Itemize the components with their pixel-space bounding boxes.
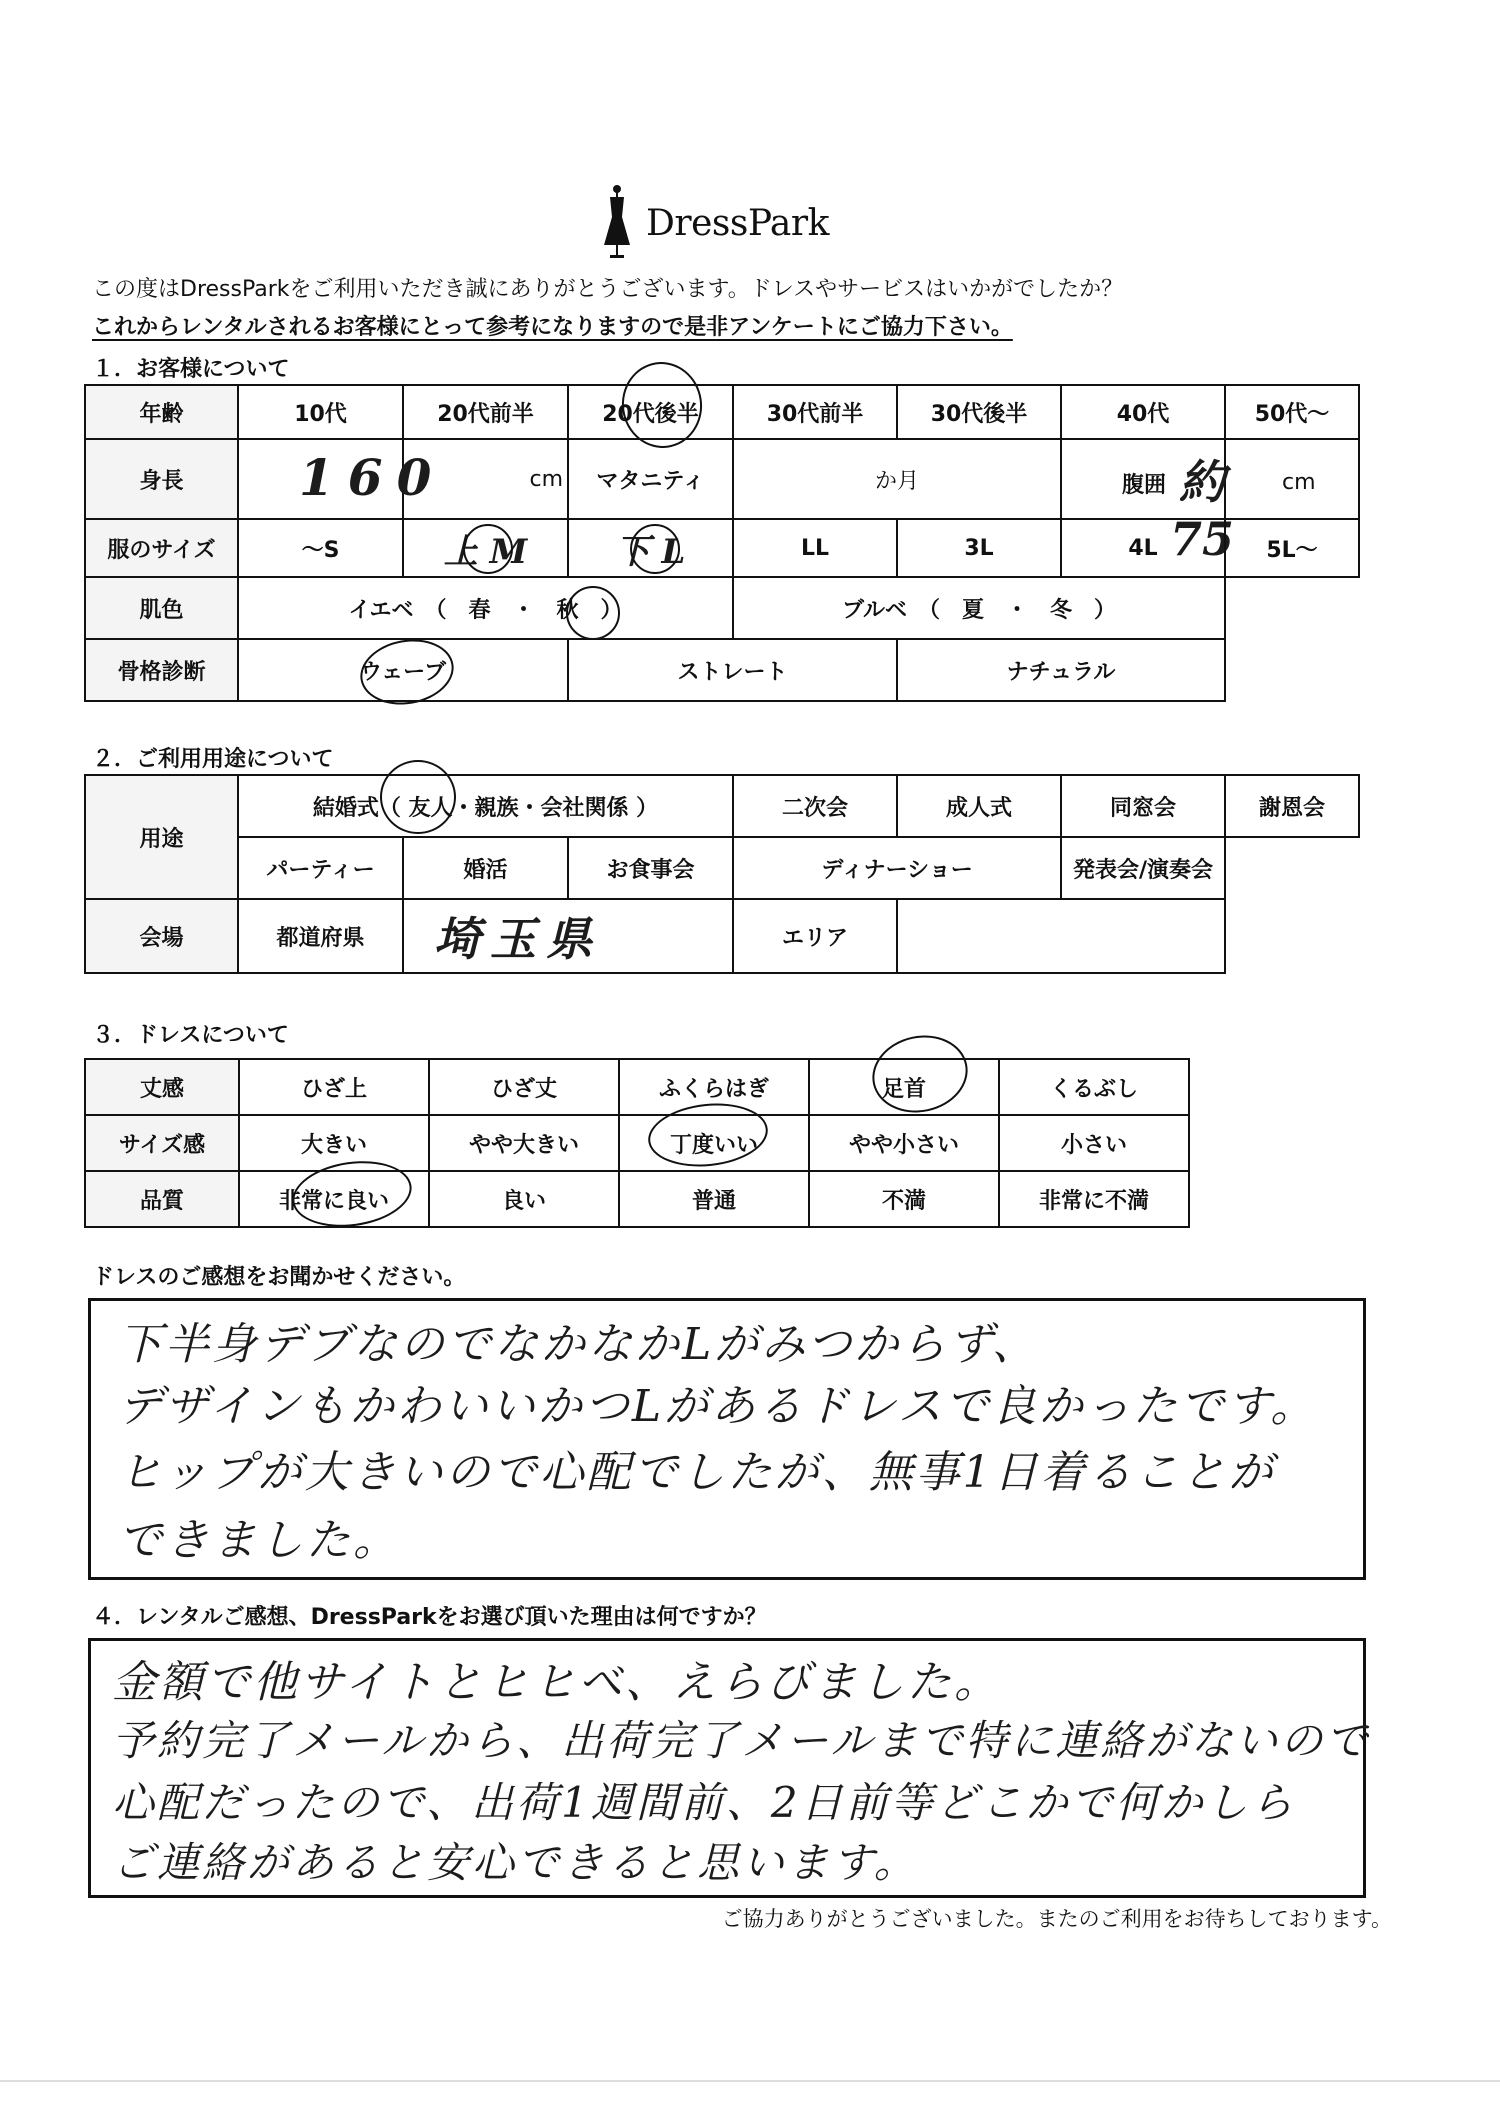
- intro-line-1: この度はDressParkをご利用いただき誠にありがとうございます。ドレスやサービスはいかがでしたか？: [92, 277, 1124, 302]
- purpose-table-tail: [1224, 774, 1360, 838]
- dress-option[interactable]: 非常に良い: [239, 1171, 429, 1227]
- purpose-option[interactable]: お食事会: [568, 837, 733, 899]
- frame-label: 骨格診断: [85, 639, 238, 701]
- dress-option[interactable]: 丁度いい: [619, 1115, 809, 1171]
- size-bottom[interactable]: 下 L: [568, 519, 733, 577]
- age-option[interactable]: 30代後半: [897, 385, 1061, 439]
- reason-line: 予約完了メールから、出荷完了メールまで特に連絡がないので: [112, 1716, 1371, 1765]
- skin-label: 肌色: [85, 577, 238, 639]
- height-unit: cm: [403, 439, 568, 519]
- size-option[interactable]: 4L: [1061, 519, 1225, 577]
- waist-value: 約75: [1170, 455, 1235, 566]
- frame-option[interactable]: ナチュラル: [897, 639, 1225, 701]
- section-3-title: ３．ドレスについて: [92, 1023, 289, 1048]
- dress-row-label: 丈感: [85, 1059, 239, 1115]
- age-option[interactable]: 20代後半: [568, 385, 733, 439]
- comment-line: できました。: [118, 1515, 400, 1566]
- pref-label: 都道府県: [238, 899, 403, 973]
- dress-option[interactable]: 良い: [429, 1171, 619, 1227]
- dress-option[interactable]: くるぶし: [999, 1059, 1189, 1115]
- comment-line: デザインもかわいいかつLがあるドレスで良かったです。: [118, 1381, 1318, 1432]
- customer-table-tail: [1224, 384, 1360, 578]
- waist-tail: [1225, 439, 1359, 519]
- dress-option[interactable]: ふくらはぎ: [619, 1059, 809, 1115]
- height-value: 160: [299, 448, 446, 507]
- purpose-option[interactable]: 二次会: [733, 775, 897, 837]
- purpose-option[interactable]: 婚活: [403, 837, 568, 899]
- dress-icon: [600, 183, 634, 263]
- waist-unit: cm: [1282, 470, 1316, 495]
- purpose-option[interactable]: ディナーショー: [733, 837, 1061, 899]
- dress-row-label: サイズ感: [85, 1115, 239, 1171]
- dress-comment-title: ドレスのご感想をお聞かせください。: [92, 1265, 466, 1290]
- dress-option[interactable]: 不満: [809, 1171, 999, 1227]
- reason-line: 心配だったので、出荷1週間前、2日前等どこかで何かしら: [112, 1778, 1296, 1827]
- dress-option[interactable]: 非常に不満: [999, 1171, 1189, 1227]
- age-label: 年齢: [85, 385, 238, 439]
- age-option[interactable]: 50代〜: [1225, 385, 1359, 439]
- height-cell[interactable]: [238, 439, 446, 519]
- size-option[interactable]: 3L: [897, 519, 1061, 577]
- section-2-title: ２．ご利用用途について: [92, 747, 334, 772]
- purpose-option[interactable]: 成人式: [897, 775, 1061, 837]
- skin-blue[interactable]: ブルベ （ 夏 ・ 冬 ）: [733, 577, 1225, 639]
- frame-option[interactable]: ストレート: [568, 639, 897, 701]
- maternity-label: マタニティ: [568, 439, 733, 519]
- age-option[interactable]: 20代前半: [403, 385, 568, 439]
- thanks-message: ご協力ありがとうございました。またのご利用をお待ちしております。: [721, 1907, 1392, 1931]
- pref-value[interactable]: 埼玉県: [403, 899, 733, 973]
- area-label: エリア: [733, 899, 897, 973]
- frame-option[interactable]: ウェーブ: [238, 639, 568, 701]
- size-top[interactable]: 上 M: [403, 519, 568, 577]
- section-1-title: １．お客様について: [92, 357, 290, 382]
- age-option[interactable]: 10代: [238, 385, 403, 439]
- purpose-option[interactable]: パーティー: [238, 837, 403, 899]
- reason-line: 金額で他サイトとヒヒベ、えらびました。: [112, 1657, 1002, 1708]
- dress-option[interactable]: やや大きい: [429, 1115, 619, 1171]
- brand-name: DressPark: [646, 202, 829, 244]
- comment-line: ヒップが大きいので心配でしたが、無事1日着ることが: [118, 1447, 1276, 1498]
- size-option[interactable]: LL: [733, 519, 897, 577]
- reason-line: ご連絡があると安心できると思います。: [112, 1838, 919, 1887]
- dress-option[interactable]: やや小さい: [809, 1115, 999, 1171]
- intro-line-2: これからレンタルされるお客様にとって参考になりますので是非アンケートにご協力下さい。: [92, 315, 1013, 340]
- waist-label: 腹囲: [1122, 473, 1167, 498]
- dress-option[interactable]: 小さい: [999, 1115, 1189, 1171]
- purpose-option[interactable]: 結婚式（ 友人・親族・会社関係 ）: [238, 775, 733, 837]
- dress-option[interactable]: 足首: [809, 1059, 999, 1115]
- dress-option[interactable]: 普通: [619, 1171, 809, 1227]
- footer-divider: [0, 2080, 1500, 2082]
- size-label: 服のサイズ: [85, 519, 238, 577]
- size-option[interactable]: 5L〜: [1225, 519, 1359, 577]
- purpose-option[interactable]: 発表会/演奏会: [1061, 837, 1225, 899]
- dress-table: [84, 1058, 1190, 1228]
- section-4-title: ４．レンタルご感想、DressParkをお選び頂いた理由は何ですか？: [92, 1605, 767, 1630]
- height-label: 身長: [85, 439, 238, 519]
- circle-mark: [566, 586, 620, 640]
- size-option[interactable]: 〜S: [238, 519, 403, 577]
- circle-mark: [380, 760, 456, 834]
- venue-label: 会場: [85, 899, 238, 973]
- purpose-label: 用途: [85, 775, 238, 899]
- maternity-months[interactable]: か月: [733, 439, 1061, 519]
- dress-row-label: 品質: [85, 1171, 239, 1227]
- circle-mark: [463, 524, 513, 574]
- age-option[interactable]: 30代前半: [733, 385, 897, 439]
- dress-option[interactable]: ひざ上: [239, 1059, 429, 1115]
- age-option[interactable]: 40代: [1061, 385, 1225, 439]
- purpose-option[interactable]: 謝恩会: [1225, 775, 1359, 837]
- dress-option[interactable]: 大きい: [239, 1115, 429, 1171]
- area-value[interactable]: [897, 899, 1225, 973]
- purpose-option[interactable]: 同窓会: [1061, 775, 1225, 837]
- comment-line: 下半身デブなのでなかなかLがみつからず、: [118, 1319, 1039, 1370]
- skin-yellow[interactable]: イエベ （ 春 ・ 秋 ）: [238, 577, 733, 639]
- purpose-table: [84, 774, 1226, 974]
- dress-option[interactable]: ひざ丈: [429, 1059, 619, 1115]
- brand-logo: [600, 183, 829, 263]
- circle-mark: [630, 524, 680, 574]
